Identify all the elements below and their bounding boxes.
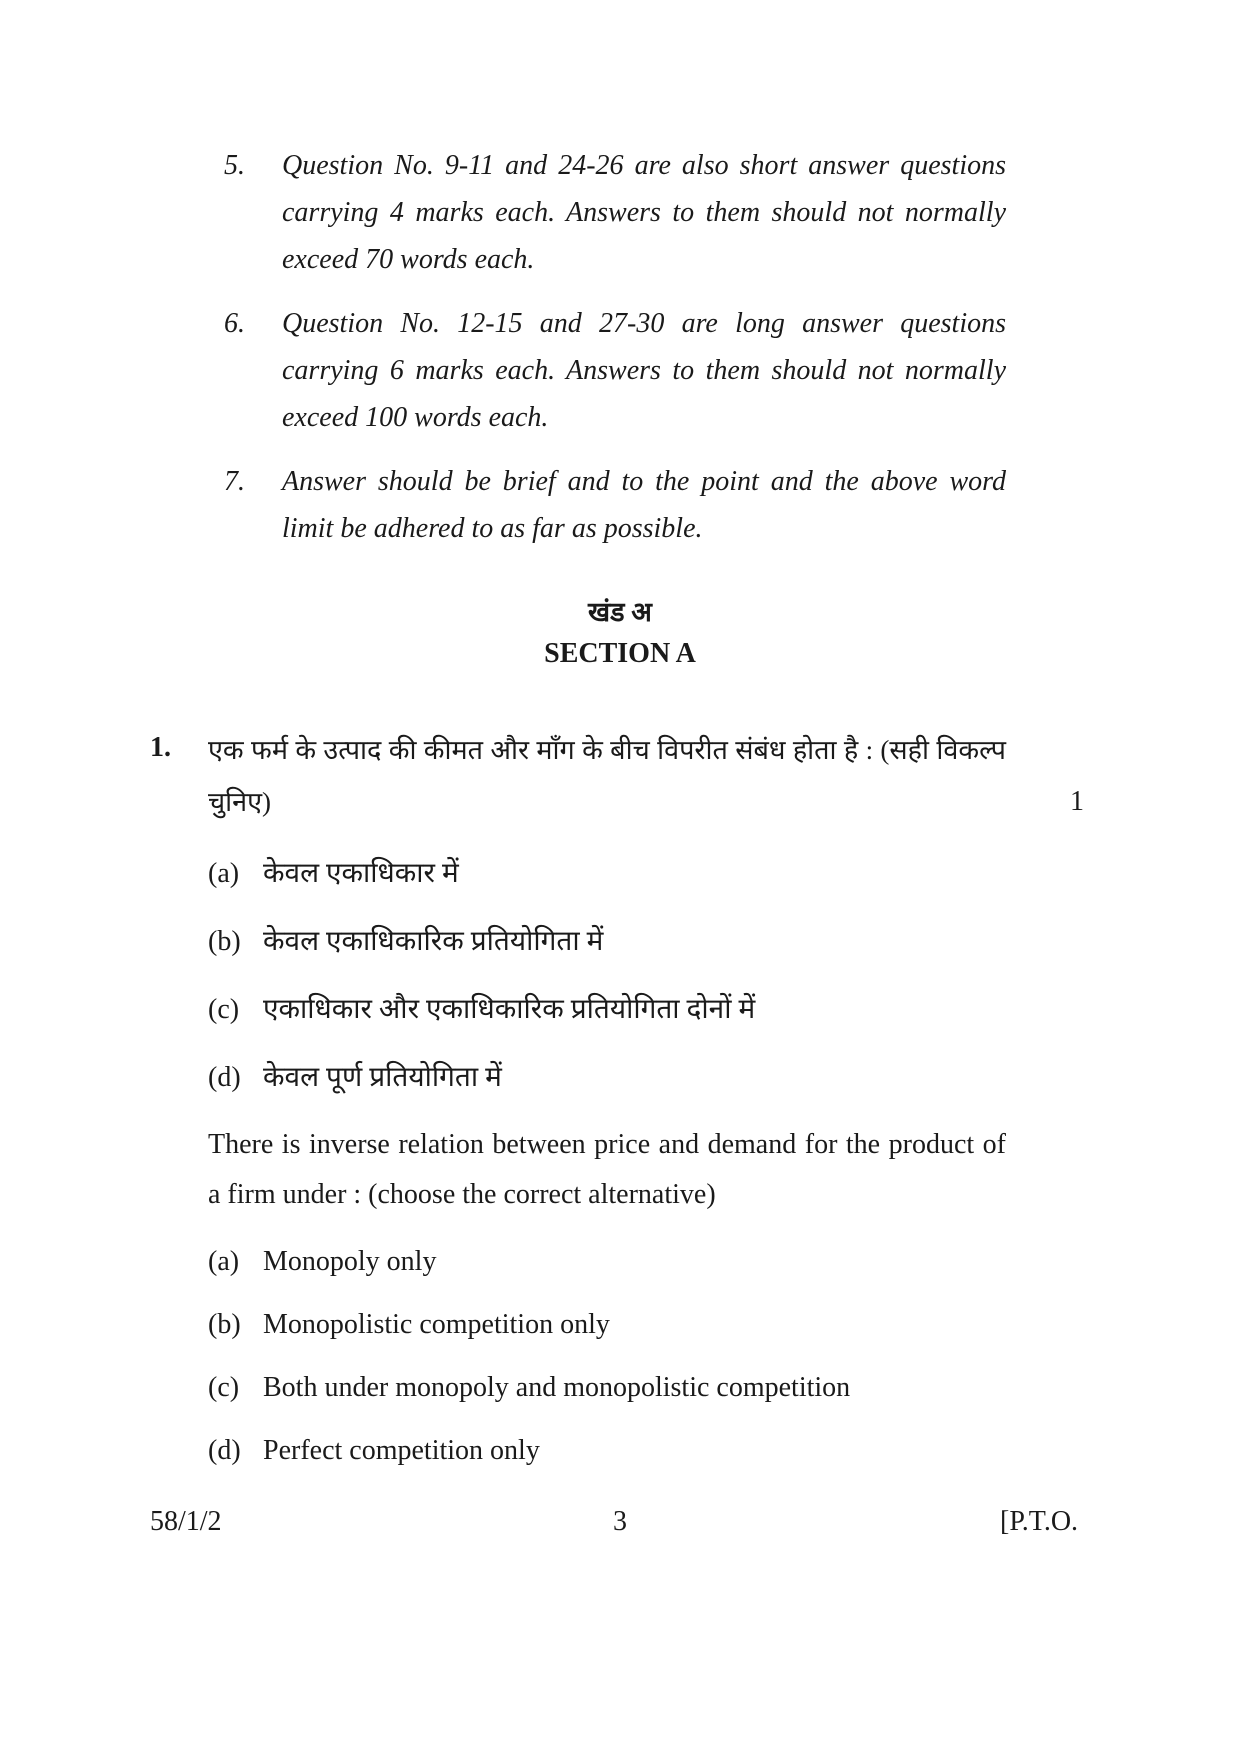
question-marks: 1	[1070, 786, 1084, 817]
option-hindi-a	[208, 852, 459, 896]
option-english-b	[208, 1303, 610, 1347]
page-number: 3	[613, 1506, 627, 1537]
option-english-c	[208, 1366, 850, 1410]
option-label: (b)	[208, 926, 241, 957]
instruction-number: 5.	[224, 150, 245, 181]
option-label: (d)	[208, 1062, 241, 1093]
option-english-a	[208, 1240, 436, 1284]
option-label: (c)	[208, 1372, 240, 1403]
instruction-item	[224, 300, 1006, 441]
option-label: (c)	[208, 994, 240, 1025]
instruction-item	[224, 142, 1006, 283]
question-text-hindi: एक फर्म के उत्पाद की कीमत और माँग के बीच विपरीत संबंध होता है : (सही विकल्प चुनिए)	[208, 735, 1006, 817]
instruction-text: Question No. 12-15 and 27-30 are long answer questions carrying 6 marks each. Answers to them should not normally exceed 100 words each.	[282, 308, 1006, 433]
option-hindi-d	[208, 1056, 502, 1100]
option-hindi-b	[208, 920, 603, 964]
option-text: केवल पूर्ण प्रतियोगिता में	[263, 1062, 502, 1093]
instruction-text: Question No. 9-11 and 24-26 are also short answer questions carrying 4 marks each. Answers to them should not normally exceed 70 words each.	[282, 150, 1006, 275]
section-heading-hindi: खंड अ	[588, 597, 652, 627]
option-english-d	[208, 1429, 540, 1473]
instruction-item	[224, 458, 1006, 552]
option-text: केवल एकाधिकार में	[263, 858, 459, 889]
option-label: (a)	[208, 858, 240, 889]
option-text: एकाधिकार और एकाधिकारिक प्रतियोगिता दोनों में	[263, 994, 756, 1025]
option-label: (a)	[208, 1246, 240, 1277]
please-turn-over: [P.T.O.	[1000, 1506, 1079, 1537]
option-label: (d)	[208, 1435, 241, 1466]
option-text: Monopolistic competition only	[263, 1309, 610, 1340]
paper-code: 58/1/2	[150, 1506, 222, 1537]
instruction-number: 7.	[224, 466, 245, 497]
instruction-text: Answer should be brief and to the point and the above word limit be adhered to as far as possible.	[282, 466, 1006, 544]
question-text-english: There is inverse relation between price and demand for the product of a firm under : (choose the correct alternative)	[208, 1129, 1006, 1210]
question-number: 1.	[150, 732, 171, 763]
option-hindi-c	[208, 988, 755, 1032]
section-heading-english: SECTION A	[544, 638, 696, 669]
option-text: केवल एकाधिकारिक प्रतियोगिता में	[263, 926, 604, 957]
option-text: Perfect competition only	[263, 1435, 540, 1466]
instruction-number: 6.	[224, 308, 245, 339]
option-text: Monopoly only	[263, 1246, 437, 1277]
option-text: Both under monopoly and monopolistic competition	[263, 1372, 851, 1403]
option-label: (b)	[208, 1309, 241, 1340]
